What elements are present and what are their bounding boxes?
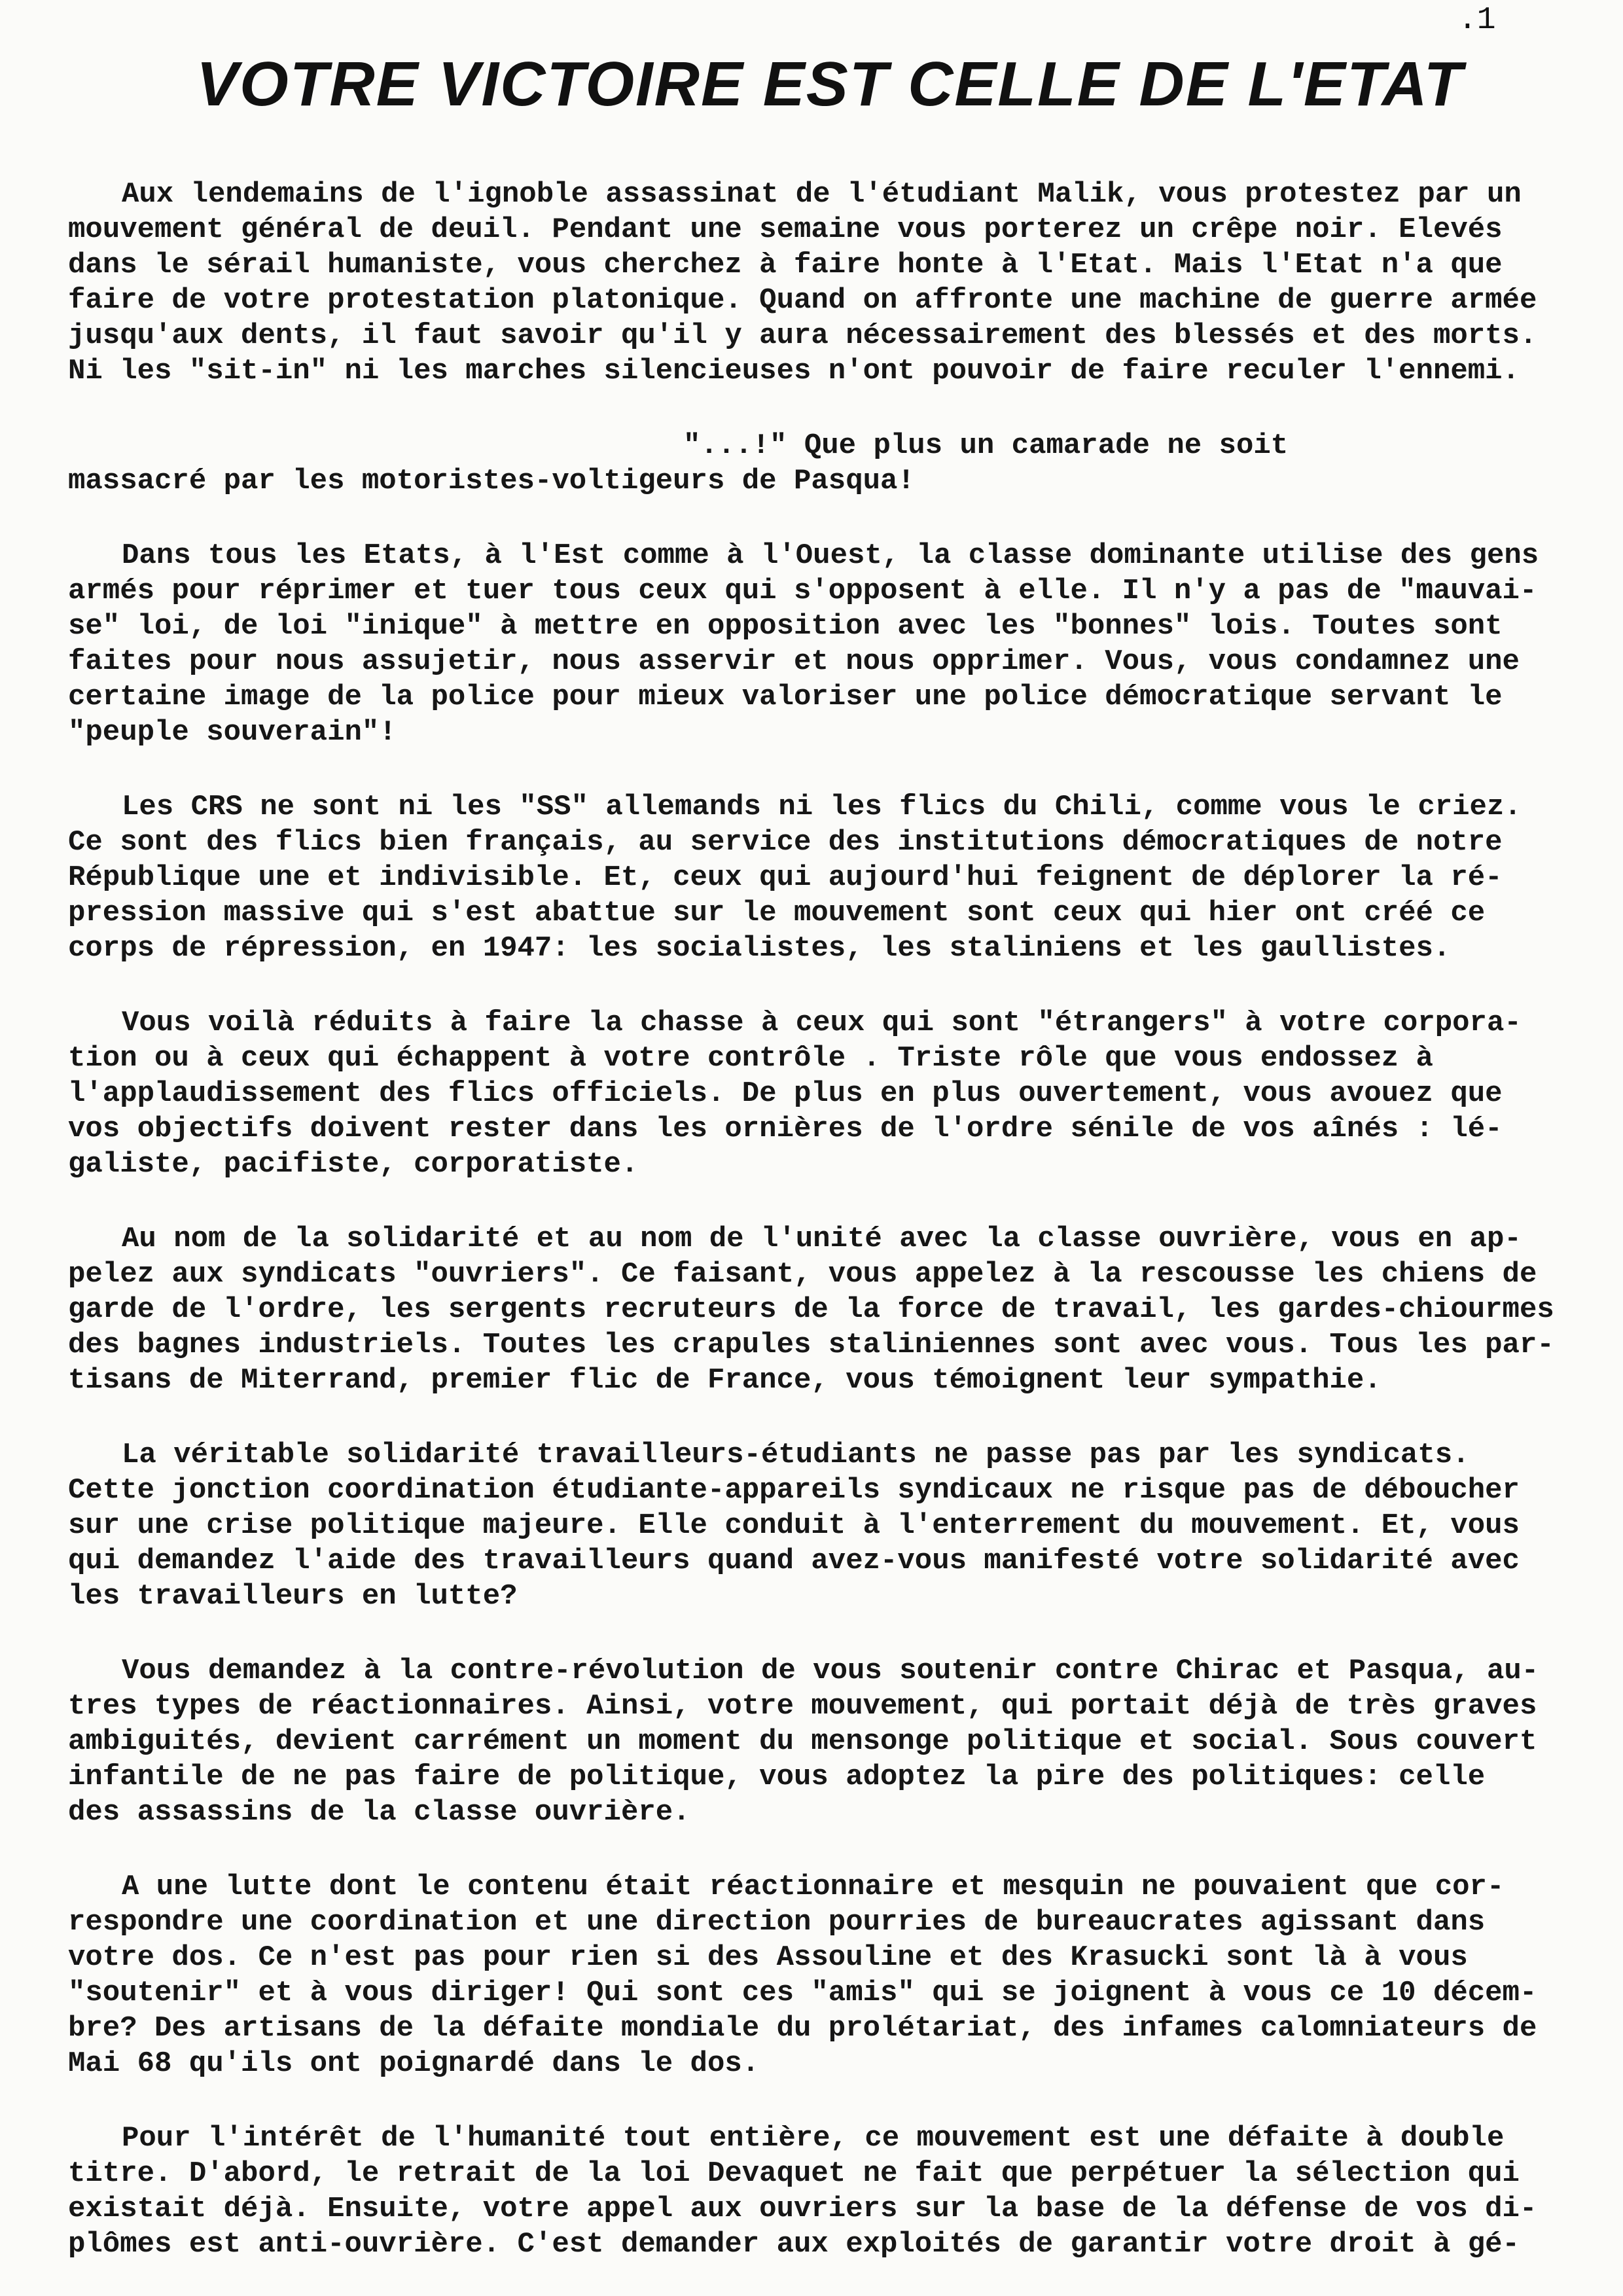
text-line: Mai 68 qu'ils ont poignardé dans le dos.: [68, 2047, 760, 2080]
text-line: des assassins de la classe ouvrière.: [68, 1796, 690, 1829]
text-line: pelez aux syndicats "ouvriers". Ce faisant, vous appelez à la rescousse les chiens de: [68, 1258, 1537, 1291]
text-line: les travailleurs en lutte?: [68, 1580, 518, 1613]
paragraph: [68, 2121, 1573, 2262]
text-line: plômes est anti-ouvrière. C'est demander aux exploités de garantir votre droit à gé-: [68, 2228, 1520, 2261]
text-line: tisans de Miterrand, premier flic de France, vous témoignent leur sympathie.: [68, 1364, 1382, 1397]
text-line: "peuple souverain"!: [68, 716, 397, 749]
text-line: République une et indivisible. Et, ceux qui aujourd'hui feignent de déplorer la ré-: [68, 861, 1503, 894]
text-line: Au nom de la solidarité et au nom de l'unité avec la classe ouvrière, vous en ap-: [122, 1223, 1522, 1255]
paragraph: [68, 538, 1573, 750]
text-line: La véritable solidarité travailleurs-étudiants ne passe pas par les syndicats.: [122, 1439, 1470, 1471]
text-line: ambiguités, devient carrément un moment du mensonge politique et social. Sous couvert: [68, 1725, 1537, 1758]
text-line: Dans tous les Etats, à l'Est comme à l'Ouest, la classe dominante utilise des gens: [122, 539, 1539, 572]
text-line: qui demandez l'aide des travailleurs quand avez-vous manifesté votre solidarité avec: [68, 1545, 1520, 1577]
text-line: respondre une coordination et une direction pourries de bureaucrates agissant dans: [68, 1906, 1486, 1939]
text-line: "...!" Que plus un camarade ne soit: [683, 429, 1289, 462]
text-line: jusqu'aux dents, il faut savoir qu'il y aura nécessairement des blessés et des morts.: [68, 319, 1537, 352]
text-line: Pour l'intérêt de l'humanité tout entière, ce mouvement est une défaite à double: [122, 2122, 1505, 2155]
text-line: tion ou à ceux qui échappent à votre contrôle . Triste rôle que vous endossez à: [68, 1042, 1433, 1075]
text-line: votre dos. Ce n'est pas pour rien si des Assouline et des Krasucki sont là à vous: [68, 1941, 1468, 1974]
text-line: des bagnes industriels. Toutes les crapules staliniennes sont avec vous. Tous les par-: [68, 1329, 1554, 1361]
text-line: existait déjà. Ensuite, votre appel aux ouvriers sur la base de la défense de vos di-: [68, 2193, 1537, 2225]
text-line: bre? Des artisans de la défaite mondiale du prolétariat, des infames calomniateurs de: [68, 2012, 1537, 2045]
text-line: sur une crise politique majeure. Elle conduit à l'enterrement du mouvement. Et, vous: [68, 1509, 1520, 1542]
paragraph: [68, 789, 1573, 966]
text-line: se" loi, de loi "inique" à mettre en opposition avec les "bonnes" lois. Toutes sont: [68, 610, 1503, 643]
text-line: faites pour nous assujetir, nous asservir et nous opprimer. Vous, vous condamnez une: [68, 645, 1520, 678]
paragraph: [68, 1221, 1573, 1398]
text-line: Vous voilà réduits à faire la chasse à ceux qui sont "étrangers" à votre corpora-: [122, 1007, 1522, 1039]
paragraph: [68, 1653, 1573, 1830]
text-line: vos objectifs doivent rester dans les ornières de l'ordre sénile de vos aînés : lé-: [68, 1113, 1503, 1145]
text-line: galiste, pacifiste, corporatiste.: [68, 1148, 639, 1181]
page-mark: .1: [1458, 3, 1496, 38]
text-line: pression massive qui s'est abattue sur le mouvement sont ceux qui hier ont créé ce: [68, 897, 1486, 929]
text-line: Les CRS ne sont ni les "SS" allemands ni les flics du Chili, comme vous le criez.: [122, 791, 1522, 823]
text-line: certaine image de la police pour mieux valoriser une police démocratique servant le: [68, 681, 1503, 713]
paragraph: [68, 1437, 1573, 1614]
paragraph: [68, 177, 1573, 389]
text-line: Ce sont des flics bien français, au service des institutions démocratiques de notre: [68, 826, 1503, 859]
text-line: faire de votre protestation platonique. Quand on affronte une machine de guerre armée: [68, 284, 1537, 317]
paragraph: [68, 1869, 1573, 2081]
body-text: [68, 177, 1573, 2296]
text-line: dans le sérail humaniste, vous cherchez à faire honte à l'Etat. Mais l'Etat n'a que: [68, 249, 1503, 281]
text-line: Ni les "sit-in" ni les marches silencieuses n'ont pouvoir de faire reculer l'ennemi.: [68, 355, 1520, 387]
text-line: corps de répression, en 1947: les socialistes, les staliniens et les gaullistes.: [68, 932, 1451, 965]
text-line: garde de l'ordre, les sergents recruteurs de la force de travail, les gardes-chiourmes: [68, 1293, 1554, 1326]
text-line: mouvement général de deuil. Pendant une semaine vous porterez un crêpe noir. Elevés: [68, 213, 1503, 246]
paragraph: [68, 1005, 1573, 1182]
text-line: Aux lendemains de l'ignoble assassinat de l'étudiant Malik, vous protestez par un: [122, 178, 1522, 211]
paragraph: [68, 428, 1573, 499]
text-line: tres types de réactionnaires. Ainsi, votre mouvement, qui portait déjà de très graves: [68, 1690, 1537, 1723]
text-line: A une lutte dont le contenu était réactionnaire et mesquin ne pouvaient que cor-: [122, 1871, 1505, 1903]
text-line: Vous demandez à la contre-révolution de vous soutenir contre Chirac et Pasqua, au-: [122, 1655, 1539, 1687]
page-title: VOTRE VICTOIRE EST CELLE DE L'ETAT: [196, 49, 1464, 119]
text-line: Cette jonction coordination étudiante-appareils syndicaux ne risque pas de déboucher: [68, 1474, 1520, 1507]
text-line: "soutenir" et à vous diriger! Qui sont ces "amis" qui se joignent à vous ce 10 décem-: [68, 1977, 1537, 2009]
text-line: titre. D'abord, le retrait de la loi Devaquet ne fait que perpétuer la sélection qui: [68, 2157, 1520, 2190]
text-line: infantile de ne pas faire de politique, vous adoptez la pire des politiques: celle: [68, 1761, 1486, 1793]
text-line: massacré par les motoristes-voltigeurs de Pasqua!: [68, 465, 915, 497]
text-line: l'applaudissement des flics officiels. De plus en plus ouvertement, vous avouez que: [68, 1077, 1503, 1110]
text-line: armés pour réprimer et tuer tous ceux qui s'opposent à elle. Il n'y a pas de "mauvai-: [68, 575, 1537, 607]
